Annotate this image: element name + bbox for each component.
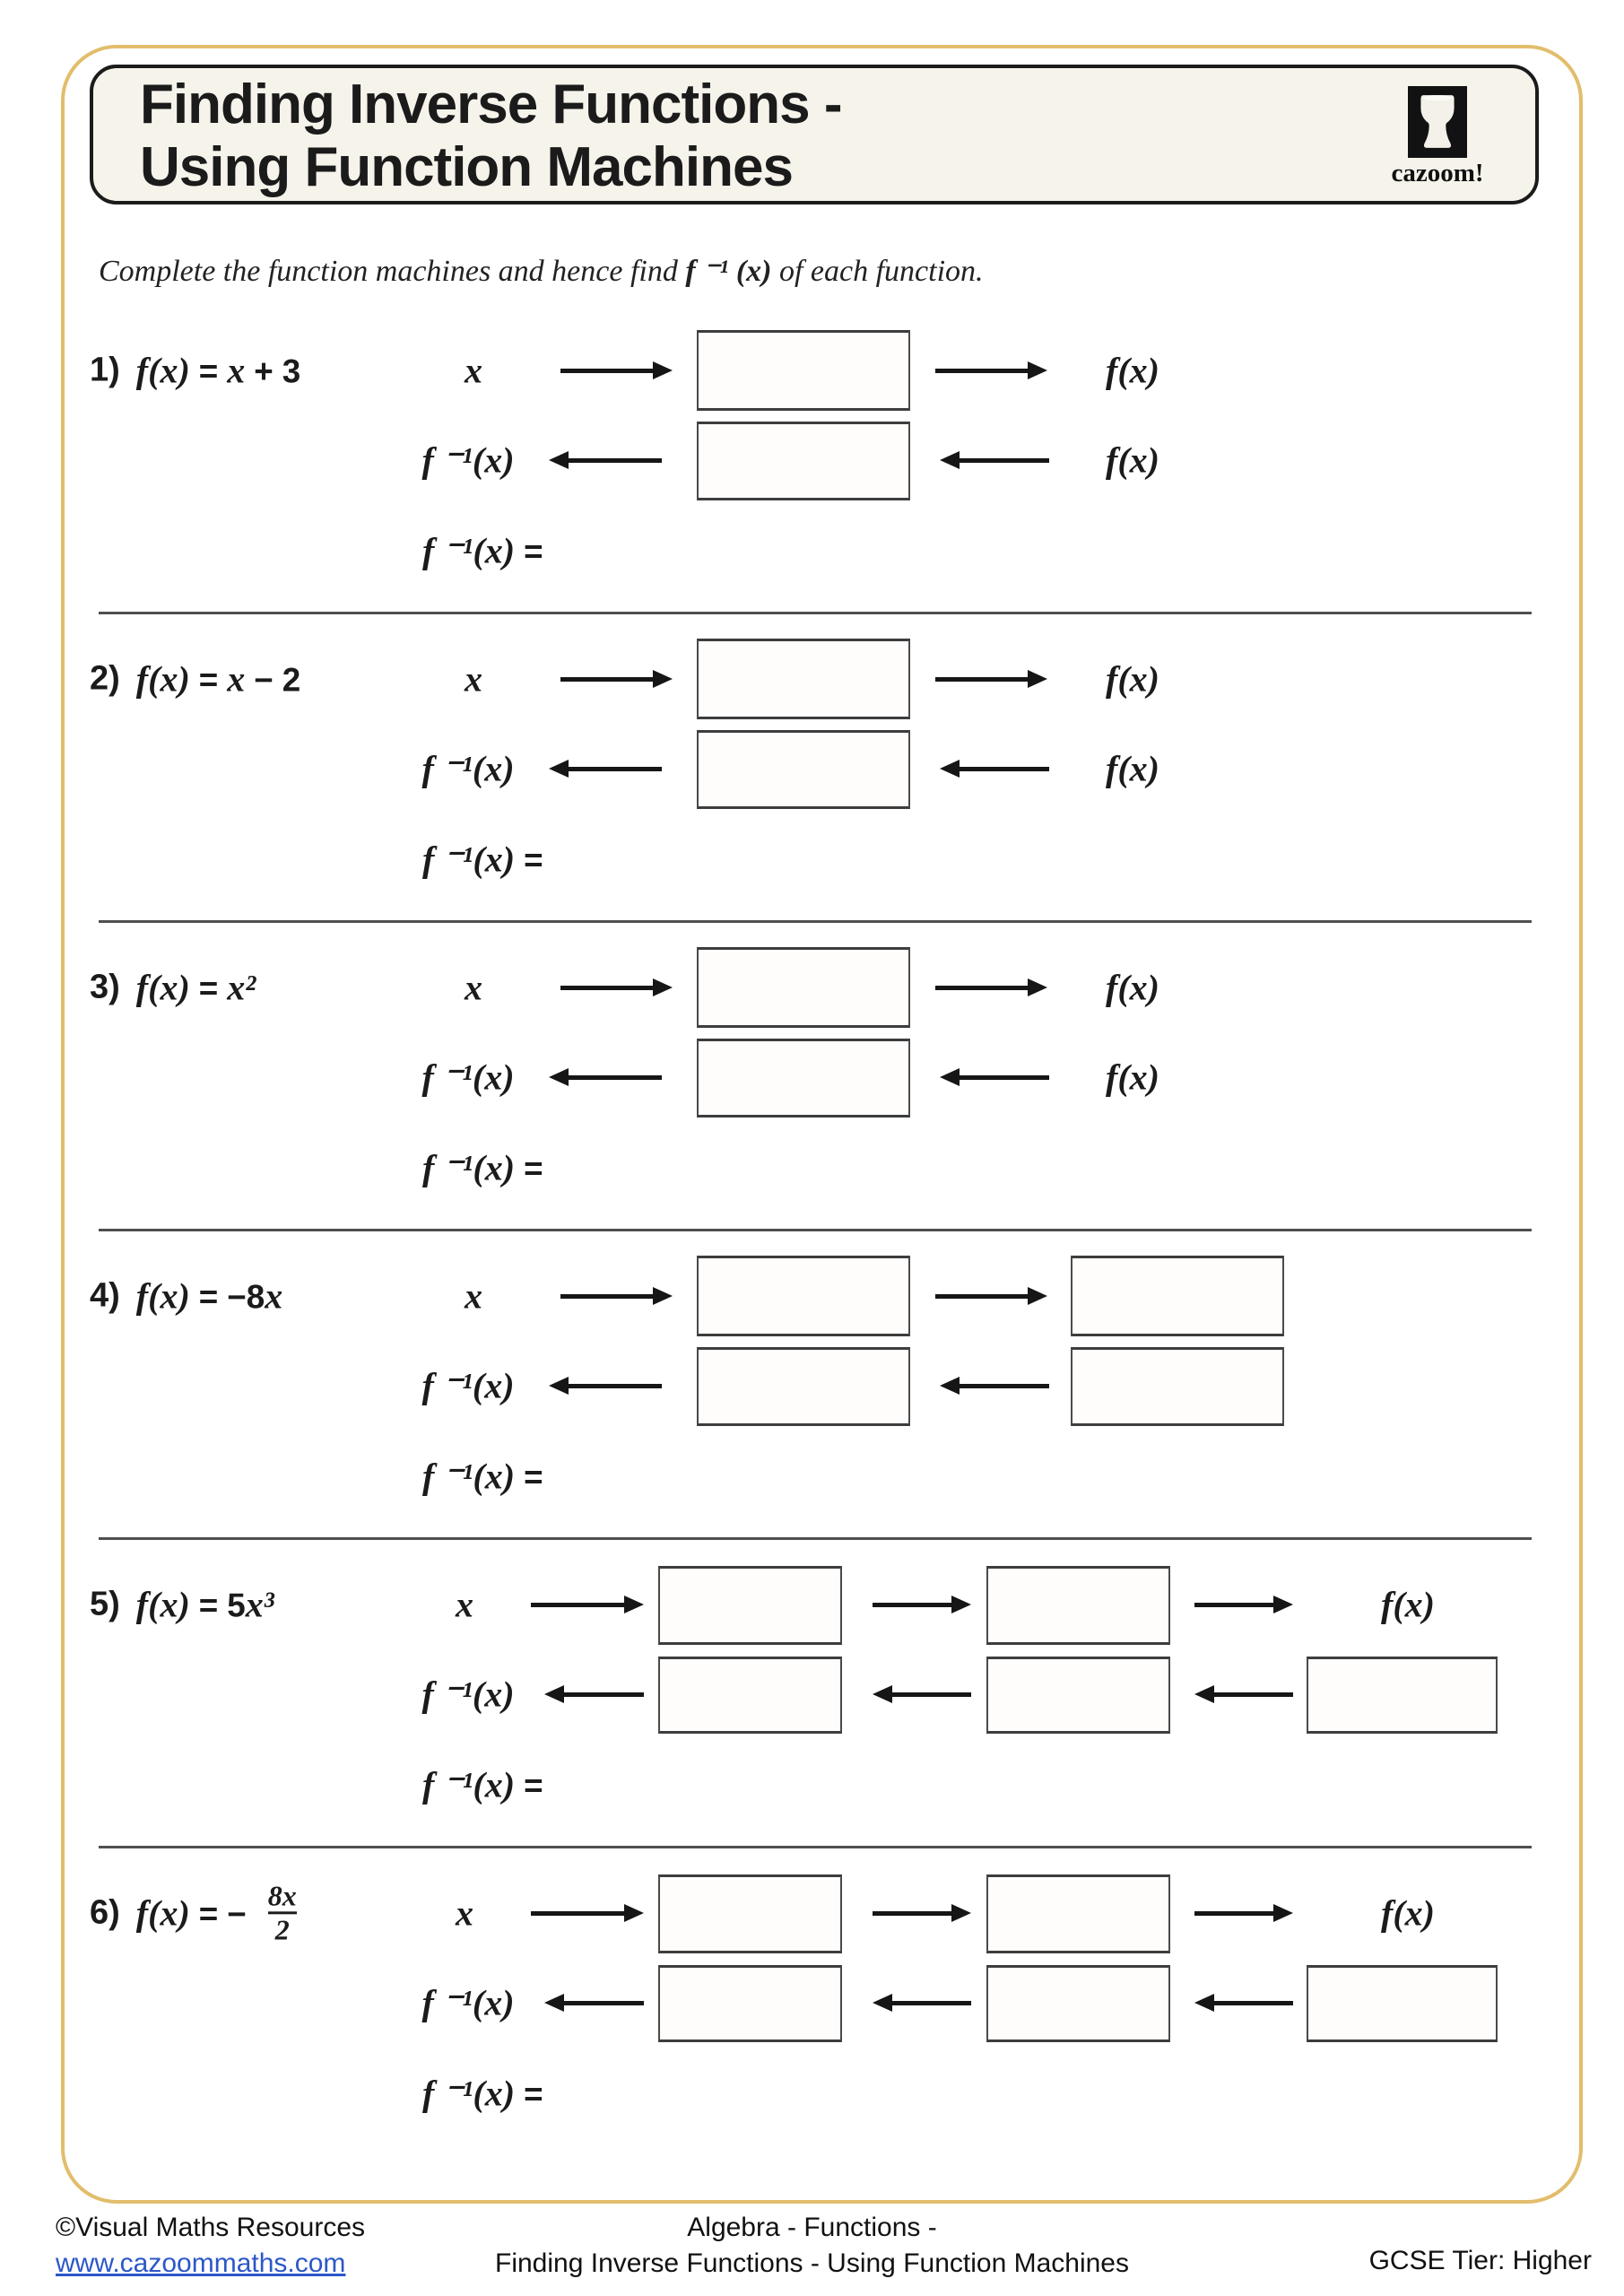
inverse-box-1[interactable] [697,422,910,500]
inverse-label: f ⁻¹(x) [421,439,515,481]
inverse-box-1[interactable] [697,1347,910,1426]
problem-1 [0,303,1624,612]
arrow-left-icon [544,1993,644,2013]
input-label: x [465,1275,482,1317]
problem-3 [0,920,1624,1229]
arrow-left-icon [940,1376,1049,1396]
problem-expression-prefix: f(x) = − [135,1892,247,1934]
forward-box-1[interactable] [697,639,910,719]
inverse-box-2[interactable] [986,1657,1170,1734]
inverse-box-1[interactable] [658,1657,842,1734]
section-divider [99,1846,1532,1848]
forward-box-1[interactable] [658,1874,842,1953]
inverse-box-2[interactable] [986,1965,1170,2042]
arrow-right-icon [560,669,673,689]
instruction-pre: Complete the function machines and hence find [99,255,686,288]
arrow-left-icon [1194,1684,1293,1704]
section-divider [99,1229,1532,1231]
problem-6-label [90,1880,302,1945]
problem-expression: f(x) = 5x³ [135,1584,274,1625]
tier-label: GCSE Tier: Higher [1368,2246,1592,2275]
category-line-2: Finding Inverse Functions - Using Function Machines [495,2248,1129,2278]
input-label: x [465,350,482,391]
forward-box-1[interactable] [658,1566,842,1645]
output-label: f(x) [1381,1584,1435,1625]
inverse-label: f ⁻¹(x) [421,1674,515,1715]
problem-6 [0,1846,1624,2154]
instruction-math: f ⁻¹ (x) [685,255,772,288]
cazoom-logo [1370,86,1505,188]
arrow-right-icon [935,1286,1047,1306]
input-label: x [456,1892,473,1934]
arrow-left-icon [544,1684,644,1704]
category-line-1: Algebra - Functions - [687,2213,937,2242]
fraction [263,1880,302,1945]
problem-5 [0,1537,1624,1846]
input-label: x [465,658,482,700]
arrow-right-icon [531,1595,644,1614]
arrow-right-icon [935,978,1047,997]
problem-number: 1) [90,351,120,389]
arrow-left-icon [549,1376,662,1396]
copyright-text: ©Visual Maths Resources [56,2213,366,2242]
answer-label: f ⁻¹(x) = [422,530,543,571]
output-label: f(x) [1106,350,1159,391]
arrow-left-icon [873,1993,971,2013]
arrow-right-icon [531,1903,644,1923]
inverse-box-3[interactable] [1307,1965,1498,2042]
drum-icon [1408,86,1467,158]
output-label: f(x) [1106,967,1159,1008]
problem-number: 2) [90,659,120,698]
title-line-2: Using Function Machines [140,136,793,198]
inverse-box-2[interactable] [1071,1347,1284,1426]
inverse-label: f ⁻¹(x) [421,748,515,789]
problem-2 [0,612,1624,920]
inverse-box-1[interactable] [697,730,910,809]
arrow-right-icon [560,361,673,380]
problem-4-label [90,1275,282,1318]
arrow-left-icon [1194,1993,1293,2013]
page-title [140,74,841,199]
fraction-denominator: 2 [268,1912,297,1946]
arrow-left-icon [549,759,662,778]
inverse-box-1[interactable] [697,1039,910,1118]
arrow-right-icon [935,361,1047,380]
section-divider [99,1537,1532,1540]
arrow-right-icon [873,1595,971,1614]
output-label: f(x) [1106,439,1159,481]
logo-text: cazoom! [1391,159,1484,187]
arrow-right-icon [560,1286,673,1306]
output-label: f(x) [1106,748,1159,789]
problem-expression: f(x) = x + 3 [135,350,301,391]
input-label: x [456,1584,473,1625]
problem-expression: f(x) = −8x [135,1275,283,1317]
arrow-right-icon [560,978,673,997]
arrow-left-icon [940,450,1049,470]
arrow-right-icon [1194,1595,1293,1614]
arrow-left-icon [549,450,662,470]
problem-number: 5) [90,1585,120,1623]
problem-5-label [90,1584,274,1626]
answer-label: f ⁻¹(x) = [422,839,543,880]
problem-3-label [90,967,256,1009]
answer-label: f ⁻¹(x) = [422,2073,543,2114]
arrow-right-icon [873,1903,971,1923]
title-line-1: Finding Inverse Functions - [140,74,842,135]
problem-number: 3) [90,968,120,1006]
arrow-right-icon [1194,1903,1293,1923]
problem-1-label [90,350,300,392]
section-divider [99,920,1532,923]
answer-label: f ⁻¹(x) = [422,1764,543,1805]
output-label: f(x) [1106,1057,1159,1098]
forward-box-1[interactable] [697,947,910,1028]
input-label: x [465,967,482,1008]
inverse-label: f ⁻¹(x) [421,1365,515,1406]
header [90,65,1539,204]
forward-box-2[interactable] [986,1874,1170,1953]
output-label: f(x) [1381,1892,1435,1934]
problem-expression: f(x) = x² [135,967,256,1008]
inverse-label: f ⁻¹(x) [421,1982,515,2023]
instruction [99,253,984,289]
inverse-label: f ⁻¹(x) [421,1057,515,1098]
problem-4 [0,1229,1624,1537]
instruction-post: of each function. [771,255,984,288]
arrow-left-icon [940,759,1049,778]
problem-expression: f(x) = x − 2 [135,658,301,700]
website-link[interactable]: www.cazoommaths.com [56,2248,346,2278]
output-label: f(x) [1106,658,1159,700]
problem-2-label [90,658,300,700]
forward-box-1[interactable] [697,1256,910,1336]
problem-number: 6) [90,1893,120,1932]
forward-box-2[interactable] [986,1566,1170,1645]
answer-label: f ⁻¹(x) = [422,1456,543,1497]
arrow-left-icon [873,1684,971,1704]
forward-box-2[interactable] [1071,1256,1284,1336]
arrow-left-icon [940,1067,1049,1087]
arrow-right-icon [935,669,1047,689]
fraction-numerator: 8x [267,1879,297,1912]
forward-box-1[interactable] [697,330,910,411]
section-divider [99,612,1532,614]
arrow-left-icon [549,1067,662,1087]
answer-label: f ⁻¹(x) = [422,1147,543,1188]
problem-number: 4) [90,1276,120,1315]
inverse-box-1[interactable] [658,1965,842,2042]
inverse-box-3[interactable] [1307,1657,1498,1734]
